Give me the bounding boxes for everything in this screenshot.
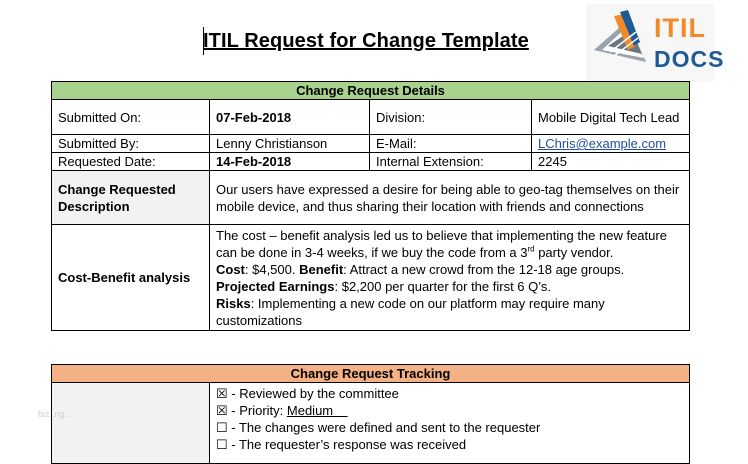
extension-label: Internal Extension: bbox=[370, 153, 532, 171]
checklist-item-changes-defined bbox=[216, 419, 683, 436]
submitted-on-label: Submitted On: bbox=[52, 100, 210, 135]
priority-value: Medium bbox=[286, 403, 348, 418]
checkbox-checked-icon[interactable]: ☒ bbox=[216, 403, 228, 418]
checklist-item-text: - Reviewed by the committee bbox=[227, 386, 399, 401]
checkbox-empty-icon[interactable]: ☐ bbox=[216, 437, 228, 452]
email-label: E-Mail: bbox=[370, 135, 532, 153]
cost-benefit-value bbox=[210, 225, 690, 331]
earnings-value: : $2,200 per quarter for the first 6 Q’s. bbox=[334, 278, 552, 294]
benefit-key: Benefit bbox=[299, 261, 344, 277]
details-header: Change Request Details bbox=[52, 82, 690, 100]
checklist-item-response-received bbox=[216, 436, 683, 453]
page-title: ITIL Request for Change Template bbox=[203, 30, 529, 52]
watermark: biz..ng.. bbox=[38, 409, 70, 419]
cost-benefit-label: Cost-Benefit analysis bbox=[52, 225, 210, 331]
checklist-item-priority bbox=[216, 402, 683, 419]
division-label: Division: bbox=[370, 100, 532, 135]
submitted-by-value: Lenny Christianson bbox=[210, 135, 370, 153]
checklist-item-text: - The requester’s response was received bbox=[227, 437, 467, 452]
cost-intro-text: The cost – benefit analysis led us to believe that implementing the new feature can be done in 3-4 weeks, if we buy the code from a 3 bbox=[216, 227, 667, 260]
checkbox-empty-icon[interactable]: ☐ bbox=[216, 420, 228, 435]
checklist-item-text: - Priority: bbox=[227, 403, 287, 418]
description-label: Change Requested Description bbox=[52, 171, 210, 225]
email-link[interactable]: LChris@example.com bbox=[538, 136, 667, 151]
risks-key: Risks bbox=[216, 295, 251, 311]
description-value: Our users have expressed a desire for being able to geo-tag themselves on their mobile device, and thus sharing their location with friends and connections bbox=[210, 171, 690, 225]
cost-value: : $4,500. bbox=[244, 261, 300, 277]
risks-value: : Implementing a new code on our platform may require many customizations bbox=[216, 295, 605, 328]
tracking-checklist bbox=[210, 383, 690, 464]
benefit-value: : Attract a new crowd from the 12-18 age groups. bbox=[343, 261, 625, 277]
cost-key: Cost bbox=[216, 261, 245, 277]
checkbox-checked-icon[interactable]: ☒ bbox=[216, 386, 228, 401]
tracking-header: Change Request Tracking bbox=[52, 365, 690, 383]
logo-text-docs: DOCS bbox=[654, 46, 725, 72]
checklist-item-reviewed bbox=[216, 385, 683, 402]
cost-intro-superscript: rd bbox=[527, 244, 535, 254]
submitted-on-value: 07-Feb-2018 bbox=[210, 100, 370, 135]
submitted-by-label: Submitted By: bbox=[52, 135, 210, 153]
checklist-item-text: - The changes were defined and sent to the requester bbox=[227, 420, 541, 435]
change-request-details-table bbox=[51, 81, 690, 331]
division-value: Mobile Digital Tech Lead bbox=[532, 100, 690, 135]
cost-intro-text-end: party vendor. bbox=[534, 244, 614, 260]
change-request-tracking-table bbox=[51, 364, 690, 464]
earnings-key: Projected Earnings bbox=[216, 278, 335, 294]
extension-value: 2245 bbox=[532, 153, 690, 171]
requested-date-value: 14-Feb-2018 bbox=[210, 153, 370, 171]
tracking-label-cell bbox=[52, 383, 210, 464]
requested-date-label: Requested Date: bbox=[52, 153, 210, 171]
logo-text-itil: ITIL bbox=[654, 13, 706, 43]
